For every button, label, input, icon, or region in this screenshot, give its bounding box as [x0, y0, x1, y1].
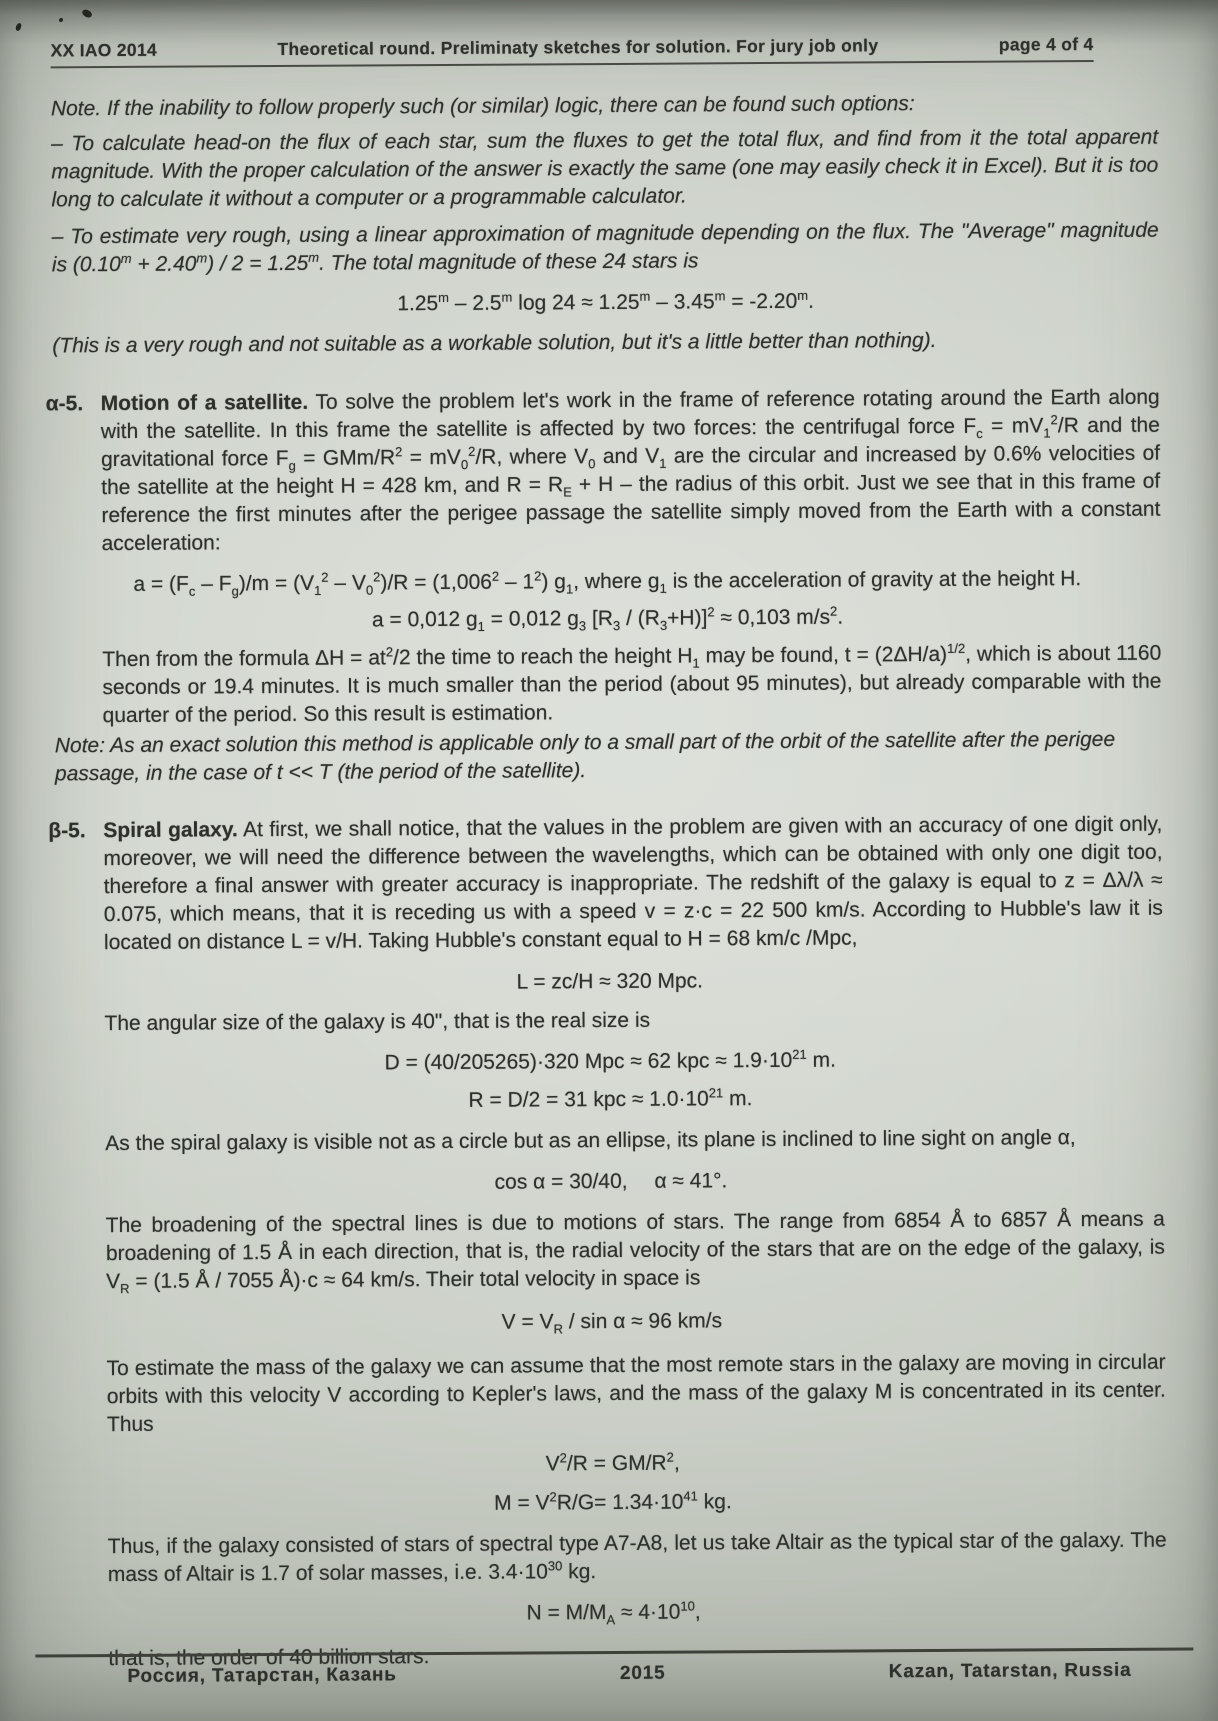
note-paragraph: Note. If the inability to follow properly such (or similar) logic, there can be found such options:	[50, 92, 915, 121]
equation-line: cos α = 30/40, α ≈ 41°.	[494, 1169, 728, 1194]
footer-location-english: Kazan, Tatarstan, Russia	[888, 1659, 1132, 1683]
note-paragraph: Note: As an exact solution this method is applicable only to a small part of the orbit of the satellite after the perigee passage, in the case of t << T (the period of the satellite).	[54, 727, 1116, 786]
body-paragraph: The angular size of the galaxy is 40", that is the real size is	[104, 1008, 651, 1036]
equation-line: $a = (F_c - F_g)/m = (V_1^2 - V_0^2)/R = (1,006^2 - 1^2)$ $g_1$, where $g_1$ is the acceleration of gravity at the height H.	[133, 567, 1082, 599]
page-footer	[35, 1647, 1193, 1688]
equation-line: $M = V^2R/G= 1.34\cdot 10^{41}$ kg.	[494, 1488, 732, 1515]
page-header	[51, 34, 1094, 68]
bullet-paragraph: – To estimate very rough, using a linear approximation of magnitude depending on the flux. The "Average" magnitude is $(0.10^m + 2.40^m) / 2 = 1.25^m$. The total magnitude of these 24 stars is	[51, 218, 1159, 277]
remark-paragraph: (This is a very rough and not suitable as a workable solution, but it's a little better than nothing).	[52, 328, 937, 358]
body-paragraph: The broadening of the spectral lines is due to motions of stars. The range from 6854 Å to 6857 Å means a broadening of 1.5 Å in each direction, that is, the radial velocity of the stars that are on the edge of the galaxy, is $V_R = (1.5$ Å / 7055 Å)·c ≈ 64 km/s. Their total velocity in space is	[105, 1207, 1165, 1297]
section-label: β-5.	[48, 819, 86, 843]
section-alpha-5	[45, 384, 1161, 559]
footer-location-russian: Россия, Татарстан, Казань	[127, 1664, 397, 1687]
footer-year: 2015	[619, 1662, 666, 1684]
section-title: Motion of a satellite.	[100, 390, 309, 416]
equation-line: 1.25$^m$ – 2.5$^m$ $\log 24 \approx 1.25^m - 3.45^m = -2.20^m$.	[397, 287, 815, 316]
equation-line: L = zc/H ≈ 320 Mpc.	[516, 969, 704, 994]
equation-line: a = 0,012 $g_1 = 0,012$ $g_3$ $[R_3 / (R_3+H)]^2 \approx 0,103$ $m/s^2$.	[371, 603, 844, 634]
section-text: At first, we shall notice, that the values in the problem are given with an accuracy of one digit only, moreover, we will need the difference between the wavelengths, which can be obtained with only one digit too, therefore a final answer with greater accuracy is inappropriate. The redshift of the galaxy is equal to z = Δλ/λ ≈ 0.075, which means, that it is receding us with a speed v = z·c = 22 500 km/s. According to Hubble's law it is located on distance L = v/H. Taking Hubble's constant equal to H = 68 km/c /Mpc,	[103, 812, 1163, 955]
section-title: Spiral galaxy.	[103, 818, 238, 843]
body-paragraph: To estimate the mass of the galaxy we can assume that the most remote stars in the galaxy are moving in circular orbits with this velocity V according to Kepler's laws, and the mass of the galaxy M is concentrated in its center. Thus	[106, 1350, 1166, 1437]
body-paragraph: As the spiral galaxy is visible not as a circle but as an ellipse, its plane is inclined to line sight on angle α,	[105, 1126, 1076, 1156]
section-beta-5	[48, 811, 1163, 958]
header-event-label: XX IAO 2014	[50, 39, 158, 61]
equation-line: D = (40/205265)·320 Mpc ≈ 62 kpc ≈ $1.9\cdot 10^{21}$ m.	[384, 1046, 836, 1075]
body-paragraph: Thus, if the galaxy consisted of stars of spectral type A7-A8, let us take Altair as the typical star of the galaxy. The mass of Altair is 1.7 of solar masses, i.e. $3.4\cdot 10^{30}$ kg.	[107, 1528, 1167, 1587]
equation-line: $V^2/R = GM/R^2$,	[545, 1449, 680, 1476]
bullet-paragraph: – To calculate head-on the flux of each star, sum the fluxes to get the total flux, and find from it the total apparent magnitude. With the proper calculation of the answer is exactly the same (one may easily check it in Excel). But it is too long to calculate it without a computer or a programmable calculator.	[51, 125, 1159, 212]
section-label: α-5.	[45, 392, 84, 416]
document-body	[45, 89, 1168, 1674]
header-title: Theoretical round. Preliminaty sketches for solution. For jury job only	[277, 35, 879, 60]
body-paragraph: that is, the order of 40 billion stars.	[108, 1645, 430, 1671]
section-text: To solve the problem let's work in the frame of reference rotating around the Earth along with the satellite. In this frame the satellite is affected by two forces: the centrifugal force $F_c = mV_1^2/R$ and the gravitational force $F_g = GMm/R^2 = mV_0^2/R$, where $V_0$ and $V_1$ are the circular and increased by 0.6% velocities of the satellite at the height H = 428 km, and $R = R_E + H$ – the radius of this orbit. Just we see that in this frame of reference the first minutes after the perigee passage the satellite simply moved from the Earth with a constant acceleration:	[100, 385, 1161, 556]
equation-line: R = D/2 = 31 kpc ≈ $1.0\cdot 10^{21}$ m.	[468, 1085, 753, 1112]
equation-line: $N = M/M_A \approx 4\cdot 10^{10}$,	[526, 1598, 701, 1628]
body-paragraph: Then from the formula $\Delta H = at^2/2$ the time to reach the height $H_1$ may be found, $t = (2\Delta H/a)^{1/2}$, which is about 1160 seconds or 19.4 minutes. It is much smaller than the period (about 95 minutes), but already comparable with the quarter of the period. So this result is estimation.	[102, 640, 1162, 728]
header-page-indicator: page 4 of 4	[998, 34, 1094, 55]
equation-line: $V = V_R / \sin \alpha \approx 96$ km/s	[501, 1309, 723, 1337]
